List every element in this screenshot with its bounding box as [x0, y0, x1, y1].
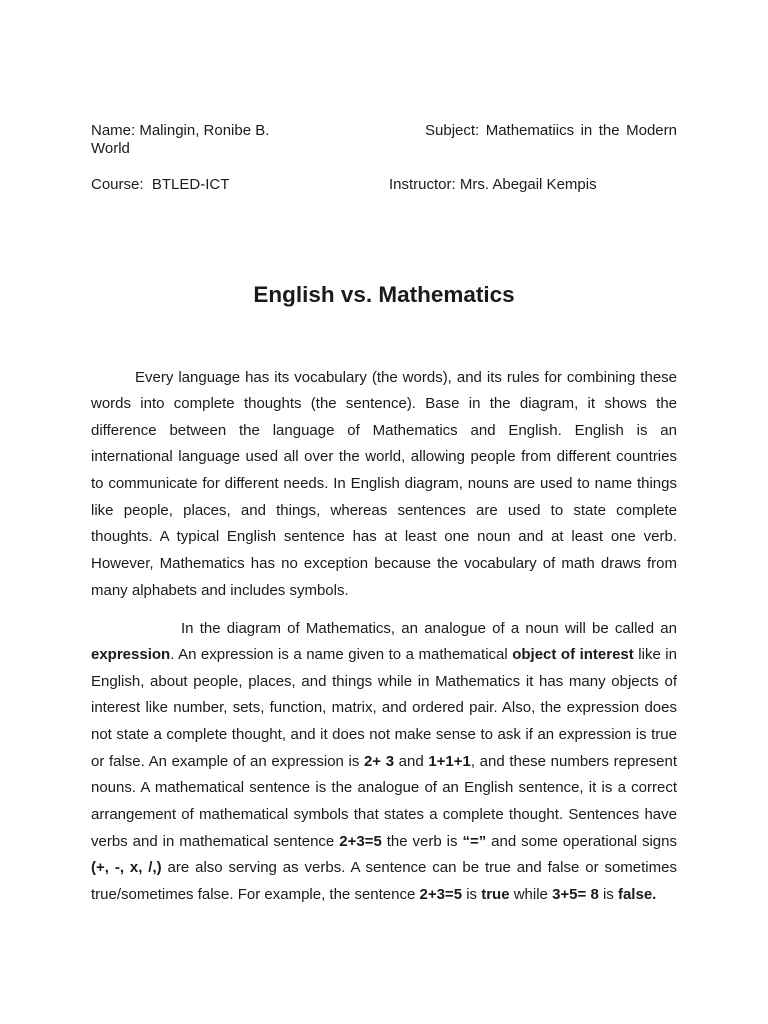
paragraph-line: [91, 669, 677, 696]
text-run: English, about people, places, and things while in Mathematics it has many objects of: [91, 672, 677, 690]
paragraph-line: [91, 642, 677, 669]
text-run: true/sometimes false. For example, the sentence: [91, 886, 420, 904]
subject-line-2: World: [91, 140, 130, 157]
text-run: , and these numbers represent: [470, 752, 677, 770]
body-paragraph-1: [91, 365, 677, 605]
text-run: like people, places, and things, whereas sentences are used to state complete: [91, 501, 677, 519]
text-run: is: [598, 886, 618, 904]
text-run: . An expression is a name given to a mathematical: [170, 646, 513, 664]
text-run: nouns. A mathematical sentence is the analogue of an English sentence, it is a correct: [91, 779, 677, 797]
paragraph-line: [91, 882, 677, 909]
paragraph-line: [91, 829, 677, 856]
text-run: In the diagram of Mathematics, an analogue of a noun will be called an: [181, 619, 677, 637]
body-paragraph-2: [91, 616, 677, 909]
bold-text-run: 3+5= 8: [552, 886, 599, 904]
text-run: the verb is: [381, 832, 463, 850]
text-run: and: [394, 752, 429, 770]
paragraph-line: [91, 749, 677, 776]
text-run: difference between the language of Mathematics and English. English is an: [91, 421, 677, 439]
paragraph-line: [91, 551, 677, 578]
bold-text-run: 2+3=5: [339, 832, 382, 850]
text-run: like in: [633, 646, 677, 664]
paragraph-line: [91, 471, 677, 498]
text-run: to communicate for different needs. In English diagram, nouns are used to name things: [91, 475, 677, 493]
course: Course: BTLED-ICT: [91, 176, 230, 193]
bold-text-run: expression: [91, 646, 171, 664]
paragraph-line: [91, 802, 677, 829]
bold-text-run: 2+ 3: [363, 752, 395, 770]
paragraph-line: [91, 498, 677, 525]
text-run: thoughts. A typical English sentence has at least one noun and at least one verb.: [91, 528, 677, 546]
paragraph-line: [91, 578, 677, 605]
paragraph-line: [91, 444, 677, 471]
student-name: Name: Malingin, Ronibe B.: [91, 122, 270, 139]
instructor: Instructor: Mrs. Abegail Kempis: [389, 176, 597, 193]
bold-text-run: false.: [617, 886, 657, 904]
text-run: are also serving as verbs. A sentence can be true and false or sometimes: [161, 859, 677, 877]
paragraph-line: [91, 695, 677, 722]
paragraph-line: [91, 722, 677, 749]
paragraph-line: [91, 365, 677, 392]
bold-text-run: object of interest: [512, 646, 634, 664]
text-run: or false. An example of an expression is: [91, 752, 364, 770]
paragraph-line: [91, 855, 677, 882]
text-run: international language used all over the world, allowing people from different countries: [91, 448, 677, 466]
text-run: and some operational signs: [486, 832, 677, 850]
text-run: many alphabets and includes symbols.: [91, 581, 349, 599]
bold-text-run: “=”: [462, 832, 487, 850]
paragraph-line: [91, 418, 677, 445]
bold-text-run: true: [481, 886, 510, 904]
paragraph-line: [91, 775, 677, 802]
bold-text-run: (+, -, x, /,): [91, 859, 162, 877]
paragraph-line: [91, 391, 677, 418]
text-run: Every language has its vocabulary (the words), and its rules for combining these: [135, 368, 677, 386]
text-run: not state a complete thought, and it does not make sense to ask if an expression is true: [91, 726, 677, 744]
text-run: arrangement of mathematical symbols that states a complete thought. Sentences have: [91, 806, 677, 824]
paragraph-line: [91, 616, 677, 643]
text-run: words into complete thoughts (the sentence). Base in the diagram, it shows the: [91, 395, 677, 413]
document-title: English vs. Mathematics: [253, 282, 515, 307]
subject-line-1: Subject: Mathematiics in the Modern: [425, 122, 677, 139]
text-run: However, Mathematics has no exception because the vocabulary of math draws from: [91, 555, 677, 573]
bold-text-run: 2+3=5: [419, 886, 463, 904]
text-run: is: [462, 886, 482, 904]
paragraph-line: [91, 524, 677, 551]
text-run: verbs and in mathematical sentence: [91, 832, 340, 850]
text-run: while: [509, 886, 553, 904]
text-run: interest like number, sets, function, matrix, and ordered pair. Also, the expression does: [91, 699, 677, 717]
bold-text-run: 1+1+1: [428, 752, 471, 770]
